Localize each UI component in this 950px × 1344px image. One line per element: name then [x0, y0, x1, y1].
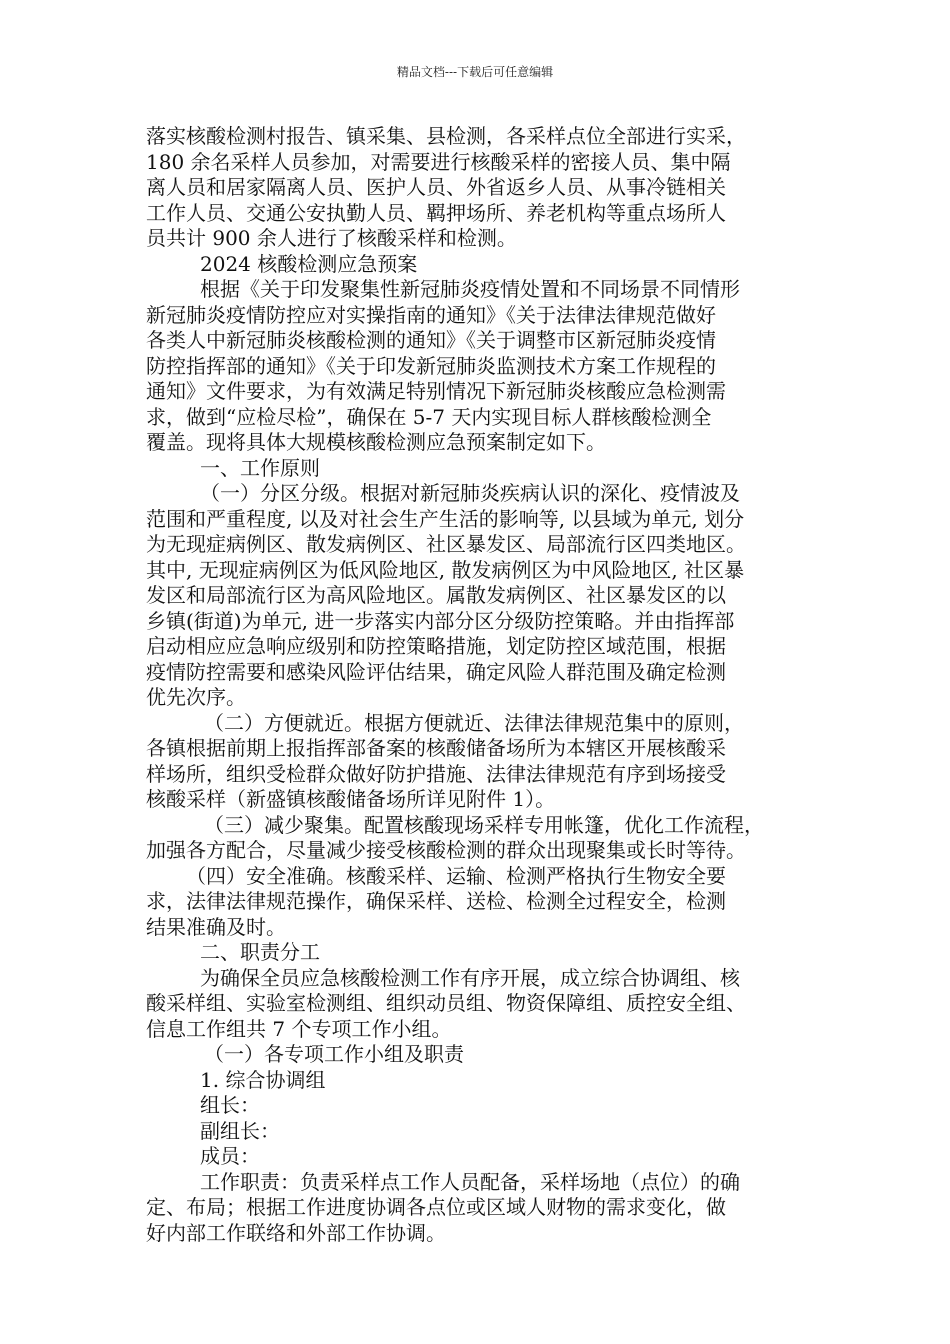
page-header: 精品文档---下载后可任意编辑	[396, 65, 554, 79]
text-line: 启动相应应急响应级别和防控策略措施，划定防控区域范围，根据	[146, 634, 726, 658]
text-line: 二、职责分工	[200, 940, 320, 964]
text-line: （一）分区分级。根据对新冠肺炎疾病认识的深化、疫情波及	[200, 481, 740, 505]
text-line: （四）安全准确。核酸采样、运输、检测严格执行生物安全要	[186, 863, 726, 888]
text-line: 离人员和居家隔离人员、医护人员、外省返乡人员、从事冷链相关	[146, 175, 726, 199]
text-line: 工作人员、交通公安执勤人员、羁押场所、养老机构等重点场所人	[146, 200, 726, 225]
text-line: 落实核酸检测村报告、镇采集、县检测，各采样点位全部进行实采，	[146, 124, 746, 148]
text-line: 覆盖。现将具体大规模核酸检测应急预案制定如下。	[146, 430, 606, 454]
text-line: 员共计 900 余人进行了核酸采样和检测。	[146, 226, 517, 250]
text-line: 核酸采样（新盛镇核酸储备场所详见附件 1）。	[146, 787, 556, 811]
text-line: 发区和局部流行区为高风险地区。属散发病例区、社区暴发区的以	[146, 583, 726, 607]
text-line: 样场所，组织受检群众做好防护措施、法律法律规范有序到场接受	[146, 761, 726, 786]
text-line: 一、工作原则	[200, 455, 320, 480]
text-line: 2024 核酸检测应急预案	[200, 251, 418, 276]
text-line: 各类人中新冠肺炎核酸检测的通知》《关于调整市区新冠肺炎疫情	[146, 328, 716, 352]
text-line: 加强各方配合，尽量减少接受核酸检测的群众出现聚集或长时等待。	[146, 838, 746, 862]
text-line: 根据《关于印发聚集性新冠肺炎疫情处置和不同场景不同情形	[200, 277, 740, 301]
text-line: 新冠肺炎疫情防控应对实操指南的通知》《关于法律法律规范做好	[146, 302, 716, 327]
text-line: 180 余名采样人员参加，对需要进行核酸采样的密接人员、集中隔	[146, 149, 731, 174]
text-line: 副组长：	[200, 1118, 280, 1143]
text-line: 为确保全员应急核酸检测工作有序开展，成立综合协调组、核	[200, 965, 740, 990]
text-line: 求，做到“应检尽检”，确保在 5-7 天内实现目标人群核酸检测全	[146, 404, 712, 429]
text-line: 定、布局；根据工作进度协调各点位或区域人财物的需求变化，做	[146, 1195, 726, 1219]
text-line: 疫情防控需要和感染风险评估结果，确定风险人群范围及确定检测	[146, 659, 726, 684]
text-line: 乡镇(街道)为单元, 进一步落实内部分区分级防控策略。并由指挥部	[146, 608, 735, 633]
text-line: 范围和严重程度, 以及对社会生产生活的影响等, 以县域为单元, 划分	[146, 506, 745, 531]
text-line: 酸采样组、实验室检测组、组织动员组、物资保障组、质控安全组、	[146, 991, 746, 1015]
text-line: 工作职责：负责采样点工作人员配备，采样场地（点位）的确	[200, 1169, 740, 1194]
text-line: 优先次序。	[146, 685, 246, 709]
text-line: 防控指挥部的通知》《关于印发新冠肺炎监测技术方案工作规程的	[146, 353, 716, 378]
text-line: 信息工作组共 7 个专项工作小组。	[146, 1016, 452, 1041]
text-line: 好内部工作联络和外部工作协调。	[146, 1220, 446, 1245]
text-line: 结果准确及时。	[146, 914, 286, 939]
text-line: 成员：	[200, 1144, 260, 1168]
text-line: （三）减少聚集。配置核酸现场采样专用帐篷，优化工作流程，	[204, 812, 764, 837]
text-line: 通知》文件要求，为有效满足特别情况下新冠肺炎核酸应急检测需	[146, 379, 726, 403]
text-line: 各镇根据前期上报指挥部备案的核酸储备场所为本辖区开展核酸采	[146, 736, 726, 760]
text-line: （二）方便就近。根据方便就近、法律法律规范集中的原则，	[204, 710, 744, 735]
text-line: 1. 综合协调组	[200, 1067, 326, 1092]
text-line: （一）各专项工作小组及职责	[204, 1042, 464, 1066]
document-body	[146, 124, 818, 1246]
text-line: 其中, 无现症病例区为低风险地区, 散发病例区为中风险地区, 社区暴	[146, 557, 745, 582]
text-line: 为无现症病例区、散发病例区、社区暴发区、局部流行区四类地区。	[146, 532, 746, 556]
text-line: 求，法律法律规范操作，确保采样、送检、检测全过程安全，检测	[146, 889, 726, 913]
text-line: 组长：	[200, 1093, 260, 1117]
